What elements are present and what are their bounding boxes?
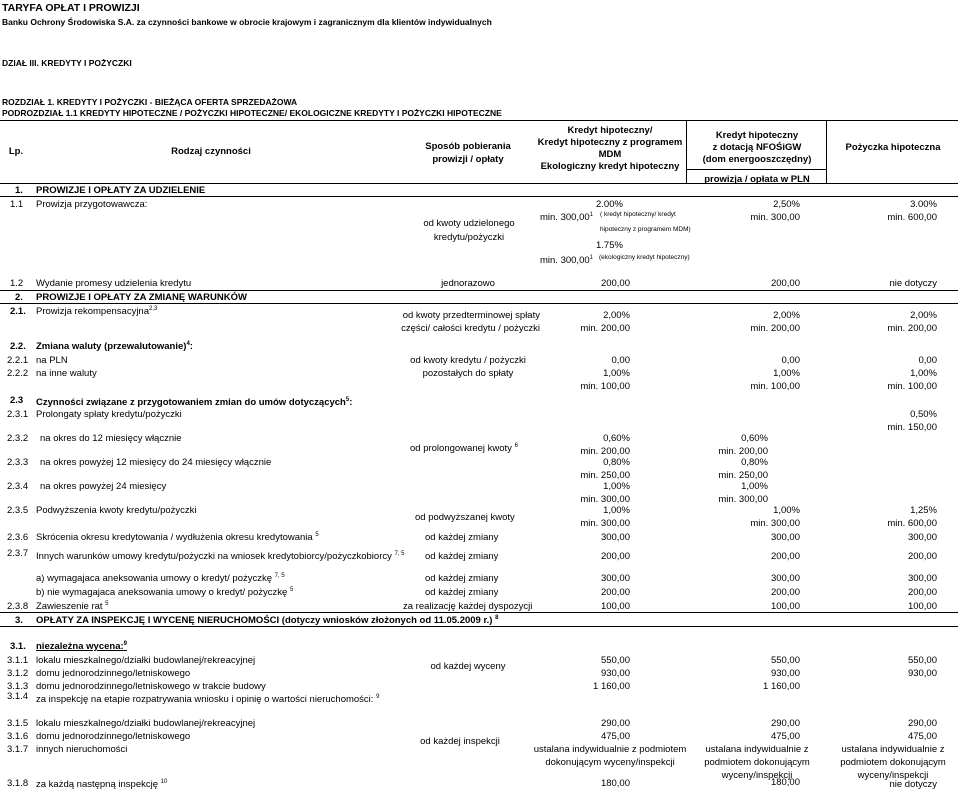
row-2-3-5-way: od podwyższanej kwoty: [415, 512, 515, 523]
row-3-1-8-k1: 180,00: [600, 778, 630, 789]
row-3-1-5-k3: 290,00: [907, 718, 937, 729]
row-3-1-7-k1-line1: ustalana indywidualnie z podmiotem: [533, 744, 687, 755]
row-2-1-way-1: od kwoty przedterminowej spłaty: [402, 310, 540, 321]
row-2-3-2-k1-rate: 0,60%: [603, 433, 630, 444]
row-2-2-2-k3-min: min. 100,00: [887, 381, 937, 392]
row-3-1-2-k3: 930,00: [907, 668, 937, 679]
row-2-1-way-2: części/ całości kredytu / pożyczki: [401, 323, 540, 334]
row-3-1-inspection-way: od każdej inspekcji: [420, 736, 500, 747]
table-top-border: [0, 120, 958, 121]
row-2-3-5-k1-rate: 1,00%: [603, 505, 630, 516]
col-header-k3: Pożyczka hipoteczna: [845, 142, 941, 153]
row-2-2-label: Zmiana waluty (przewalutowanie)$^4$:: [36, 340, 193, 352]
row-1-1-k1-note-2: hipoteczny z programem MDM): [600, 226, 691, 233]
row-2-3-5-k2-rate: 1,00%: [773, 505, 800, 516]
row-2-1-label: Prowizja rekompensacyjna$^{2,3}$: [36, 305, 158, 317]
row-3-1-7-k3-line3: wyceny/inspekcji: [857, 770, 929, 781]
row-2-3-5-k2-min: min. 300,00: [750, 518, 800, 529]
row-divider: [0, 290, 958, 291]
row-3-1-7-label: innych nieruchomości: [36, 744, 128, 755]
row-3-1-7-k1-line2: dokonującym wyceny/inspekcji: [545, 757, 675, 768]
row-3-1-4-label: za inspekcję na etapie rozpatrywania wniosku i opinię o wartości nieruchomości: $^9$: [36, 693, 380, 705]
row-2-3-6-number: 2.3.6: [7, 532, 29, 543]
row-1-1-k1-eco-note: (ekologiczny kredyt hipoteczny): [599, 254, 690, 261]
row-1-2-k1: 200,00: [600, 278, 630, 289]
row-2-3-7-a-way: od każdej zmiany: [425, 573, 499, 584]
row-1-1-k3-rate: 3.00%: [910, 199, 937, 210]
col-header-k1-line1: Kredyt hipoteczny/: [567, 125, 653, 136]
row-3-1-5-label: lokalu mieszkalnego/działki budowlanej/rekreacyjnej: [36, 718, 256, 729]
header-bottom-border: [0, 183, 958, 184]
row-3-1-7-k3-line2: podmiotem dokonującym: [840, 757, 946, 768]
row-3-1-1-k3: 550,00: [907, 655, 937, 666]
row-2-3-2-k1-min: min. 200,00: [580, 446, 630, 457]
row-3-1-7-k2-line2: podmiotem dokonującym: [704, 757, 810, 768]
row-1-1-k1-min: min. 300,00$^1$: [540, 211, 593, 223]
row-3-1-6-k2: 475,00: [770, 731, 800, 742]
row-1-2-number: 1.2: [10, 278, 24, 289]
row-3-1-3-k2: 1 160,00: [763, 681, 800, 692]
row-2-3-7-k3: 200,00: [907, 551, 937, 562]
row-3-1-6-k1: 475,00: [600, 731, 630, 742]
row-3-1-5-k1: 290,00: [600, 718, 630, 729]
row-2-3-5-k1-min: min. 300,00: [580, 518, 630, 529]
row-2-3-6-way: od każdej zmiany: [425, 532, 499, 543]
row-2-3-1-number: 2.3.1: [7, 409, 29, 420]
section-1-number: 1.: [15, 185, 23, 196]
row-1-1-k1-eco-min: min. 300,00$^1$: [540, 254, 593, 266]
section-2-title: PROWIZJE I OPŁATY ZA ZMIANĘ WARUNKÓW: [36, 292, 247, 303]
row-2-3-2-number: 2.3.2: [7, 433, 29, 444]
row-3-1-8-k2: 180,00: [770, 777, 800, 788]
row-2-2-2-k2-min: min. 100,00: [750, 381, 800, 392]
column-divider: [686, 120, 687, 183]
row-1-1-k3-min: min. 600,00: [887, 212, 937, 223]
section-3-title: OPŁATY ZA INSPEKCJĘ I WYCENĘ NIERUCHOMOŚCI (dotyczy wniosków złożonych od 11.05.2009 r.) $^8$: [36, 614, 499, 626]
row-2-3-7-b-k1: 200,00: [600, 587, 630, 598]
row-3-1-7-k2-line1: ustalana indywidualnie z: [705, 744, 809, 755]
row-2-3-7-a-k2: 300,00: [770, 573, 800, 584]
row-2-3-7-b-label: b) nie wymagajaca aneksowania umowy o kredyt/ pożyczkę $^5$: [36, 586, 294, 598]
row-divider: [0, 303, 958, 304]
row-2-3-4-k2-min: min. 300,00: [718, 494, 768, 505]
row-2-2-2-k2-rate: 1,00%: [773, 368, 800, 379]
row-2-3-7-k2: 200,00: [770, 551, 800, 562]
row-2-3-6-k3: 300,00: [907, 532, 937, 543]
row-2-3-8-k3: 100,00: [907, 601, 937, 612]
col-header-k1-line2: Kredyt hipoteczny z programem: [537, 137, 683, 148]
row-2-1-number: 2.1.: [10, 306, 26, 317]
row-2-3-8-k1: 100,00: [600, 601, 630, 612]
row-2-1-k3-min: min. 200,00: [887, 323, 937, 334]
row-1-2-k2: 200,00: [770, 278, 800, 289]
row-2-3-6-k2: 300,00: [770, 532, 800, 543]
row-1-2-label: Wydanie promesy udzielenia kredytu: [36, 278, 192, 289]
row-2-3-2-k2-min: min. 200,00: [718, 446, 768, 457]
row-3-1-7-k2-line3: wyceny/inspekcji: [721, 770, 793, 781]
row-3-1-3-k1: 1 160,00: [593, 681, 630, 692]
row-2-1-k1-min: min. 200,00: [580, 323, 630, 334]
row-2-3-5-number: 2.3.5: [7, 505, 29, 516]
row-2-3-4-number: 2.3.4: [7, 481, 29, 492]
row-2-3-8-way: za realizację każdej dyspozycji: [403, 601, 533, 612]
row-2-3-4-k2-rate: 1,00%: [741, 481, 768, 492]
row-1-1-way-1: od kwoty udzielonego: [423, 218, 515, 229]
row-2-3-4-k1-min: min. 300,00: [580, 494, 630, 505]
row-1-1-k2-min: min. 300,00: [750, 212, 800, 223]
row-2-3-3-k1-rate: 0,80%: [603, 457, 630, 468]
row-2-3-7-k1: 200,00: [600, 551, 630, 562]
row-2-2-way-1: od kwoty kredytu / pożyczki: [410, 355, 526, 366]
column-divider: [826, 120, 827, 183]
row-2-3-8-label: Zawieszenie rat $^5$: [36, 600, 109, 612]
row-3-1-5-number: 3.1.5: [7, 718, 29, 729]
row-3-1-8-label: za każdą następną inspekcję $^{10}$: [36, 778, 168, 790]
row-2-2-1-k2: 0,00: [781, 355, 800, 366]
row-2-3-prolongation-way: od prolongowanej kwoty $^6$: [410, 442, 518, 454]
row-1-2-way: jednorazowo: [441, 278, 495, 289]
row-2-3-3-label: na okres powyżej 12 miesięcy do 24 miesięcy włącznie: [40, 457, 272, 468]
row-2-2-way-2: pozostałych do spłaty: [422, 368, 514, 379]
row-2-1-k2-rate: 2,00%: [773, 310, 800, 321]
row-3-1-2-k2: 930,00: [770, 668, 800, 679]
row-2-2-2-k1-rate: 1,00%: [603, 368, 630, 379]
currency-note-top-border: [686, 169, 826, 170]
row-2-3-3-k2-rate: 0,80%: [741, 457, 768, 468]
row-3-1-1-number: 3.1.1: [7, 655, 29, 666]
row-2-3-5-k3-min: min. 600,00: [887, 518, 937, 529]
row-2-2-2-label: na inne waluty: [36, 368, 97, 379]
section-rozdzial: ROZDZIAŁ 1. KREDYTY I POŻYCZKI - BIEŻĄCA OFERTA SPRZEDAŻOWA: [2, 97, 298, 107]
row-2-3-4-k1-rate: 1,00%: [603, 481, 630, 492]
col-header-k1-line3: MDM: [598, 149, 622, 160]
row-2-3-2-k2-rate: 0,60%: [741, 433, 768, 444]
row-3-1-label: niezależna wycena:$^9$: [36, 640, 127, 652]
row-3-1-6-k3: 475,00: [907, 731, 937, 742]
row-2-3-7-b-way: od każdej zmiany: [425, 587, 499, 598]
section-2-number: 2.: [15, 292, 23, 303]
row-2-3-2-label: na okres do 12 miesięcy włącznie: [40, 433, 182, 444]
row-3-1-1-k1: 550,00: [600, 655, 630, 666]
row-3-1-4-number: 3.1.4: [7, 691, 29, 702]
row-3-1-7-k3-line1: ustalana indywidualnie z: [841, 744, 945, 755]
row-2-2-1-k3: 0,00: [918, 355, 937, 366]
col-header-k2-line1: Kredyt hipoteczny: [715, 130, 799, 141]
row-2-3-5-label: Podwyższenia kwoty kredytu/pożyczki: [36, 505, 197, 516]
row-2-3-7-a-label: a) wymagajaca aneksowania umowy o kredyt/ pożyczkę $^{7, 5}$: [36, 572, 285, 584]
row-2-2-1-label: na PLN: [36, 355, 68, 366]
row-1-1-k1-eco-rate: 1.75%: [596, 240, 623, 251]
currency-note: prowizja / opłata w PLN: [704, 174, 810, 185]
row-2-3-8-number: 2.3.8: [7, 601, 29, 612]
document-title: TARYFA OPŁAT I PROWIZJI: [2, 2, 140, 14]
row-2-3-7-b-k3: 200,00: [907, 587, 937, 598]
row-1-2-k3: nie dotyczy: [889, 278, 937, 289]
row-2-3-3-k2-min: min. 250,00: [718, 470, 768, 481]
row-3-1-2-k1: 930,00: [600, 668, 630, 679]
col-header-sposob-1: Sposób pobierania: [425, 141, 511, 152]
row-3-1-6-label: domu jednorodzinnego/letniskowego: [36, 731, 191, 742]
row-1-1-way-2: kredytu/pożyczki: [433, 232, 505, 243]
row-2-3-8-k2: 100,00: [770, 601, 800, 612]
section-podrozdzial: PODROZDZIAŁ 1.1 KREDYTY HIPOTECZNE / POŻYCZKI HIPOTECZNE/ EKOLOGICZNE KREDYTY I POŻYCZKI HIPOTECZNE: [2, 108, 502, 118]
section-3-number: 3.: [15, 615, 23, 626]
row-2-1-k2-min: min. 200,00: [750, 323, 800, 334]
row-1-1-k1-note-1: ( kredyt hipoteczny/ kredyt: [600, 211, 676, 218]
section-1-title: PROWIZJE I OPŁATY ZA UDZIELENIE: [36, 185, 206, 196]
row-2-3-5-k3-rate: 1,25%: [910, 505, 937, 516]
row-2-3-1-k3-min: min. 150,00: [887, 422, 937, 433]
row-3-1-1-label: lokalu mieszkalnego/działki budowlanej/rekreacyjnej: [36, 655, 256, 666]
row-2-2-1-k1: 0,00: [611, 355, 630, 366]
row-3-1-number: 3.1.: [10, 641, 26, 652]
row-2-3-1-k3-rate: 0,50%: [910, 409, 937, 420]
row-2-3-6-label: Skrócenia okresu kredytowania / wydłużenia okresu kredytowania $^5$: [36, 531, 319, 543]
row-2-1-k3-rate: 2,00%: [910, 310, 937, 321]
row-2-2-1-number: 2.2.1: [7, 355, 29, 366]
row-1-1-number: 1.1: [10, 199, 24, 210]
row-3-1-2-label: domu jednorodzinnego/letniskowego: [36, 668, 191, 679]
row-3-1-8-k3: nie dotyczy: [889, 779, 937, 790]
row-2-3-7-a-k1: 300,00: [600, 573, 630, 584]
row-2-3-4-label: na okres powyżej 24 miesięcy: [40, 481, 167, 492]
row-2-2-2-k1-min: min. 100,00: [580, 381, 630, 392]
row-3-1-7-number: 3.1.7: [7, 744, 29, 755]
row-3-1-3-number: 3.1.3: [7, 681, 29, 692]
col-header-rodzaj: Rodzaj czynności: [171, 146, 251, 157]
col-header-k2-line3: (dom energooszczędny): [702, 154, 812, 165]
row-2-3-6-k1: 300,00: [600, 532, 630, 543]
row-divider: [0, 626, 958, 627]
row-2-3-7-number: 2.3.7: [7, 548, 29, 559]
row-1-1-k2-rate: 2,50%: [773, 199, 800, 210]
row-2-3-3-number: 2.3.3: [7, 457, 29, 468]
col-header-sposob-2: prowizji / opłaty: [432, 154, 504, 165]
row-2-3-3-k1-min: min. 250,00: [580, 470, 630, 481]
row-2-3-number: 2.3: [10, 395, 24, 406]
row-divider: [0, 196, 958, 197]
row-2-3-7-b-k2: 200,00: [770, 587, 800, 598]
row-2-2-2-number: 2.2.2: [7, 368, 29, 379]
row-3-1-1-k2: 550,00: [770, 655, 800, 666]
row-3-1-5-k2: 290,00: [770, 718, 800, 729]
row-3-1-2-number: 3.1.2: [7, 668, 29, 679]
section-dzial: DZIAŁ III. KREDYTY I POŻYCZKI: [2, 58, 132, 68]
row-divider: [0, 612, 958, 613]
col-header-k1-line4: Ekologiczny kredyt hipoteczny: [540, 161, 680, 172]
row-3-1-3-label: domu jednorodzinnego/letniskowego w trakcie budowy: [36, 681, 266, 692]
row-2-2-number: 2.2.: [10, 341, 26, 352]
row-2-1-k1-rate: 2,00%: [603, 310, 630, 321]
col-header-k2-line2: z dotacją NFOŚiGW: [712, 142, 802, 153]
row-2-3-7-way: od każdej zmiany: [425, 551, 499, 562]
row-1-1-k1-rate: 2.00%: [596, 199, 623, 210]
row-3-1-6-number: 3.1.6: [7, 731, 29, 742]
row-2-3-label: Czynności związane z przygotowaniem zmian do umów dotyczących$^5$:: [36, 396, 353, 408]
document-subtitle: Banku Ochrony Środowiska S.A. za czynności bankowe w obrocie krajowym i zagranicznym dla klientów indywidualnych: [2, 17, 492, 27]
col-header-lp: Lp.: [8, 146, 24, 157]
row-3-1-way: od każdej wyceny: [430, 661, 506, 672]
row-3-1-8-number: 3.1.8: [7, 778, 29, 789]
row-2-3-7-a-k3: 300,00: [907, 573, 937, 584]
row-2-3-1-label: Prolongaty spłaty kredytu/pożyczki: [36, 409, 182, 420]
row-1-1-label: Prowizja przygotowawcza:: [36, 199, 148, 210]
row-2-2-2-k3-rate: 1,00%: [910, 368, 937, 379]
row-2-3-7-label: Innych warunków umowy kredytu/pożyczki na wniosek kredytobiorcy/pożyczkobiorcy $^{7, 5}$: [36, 550, 405, 562]
